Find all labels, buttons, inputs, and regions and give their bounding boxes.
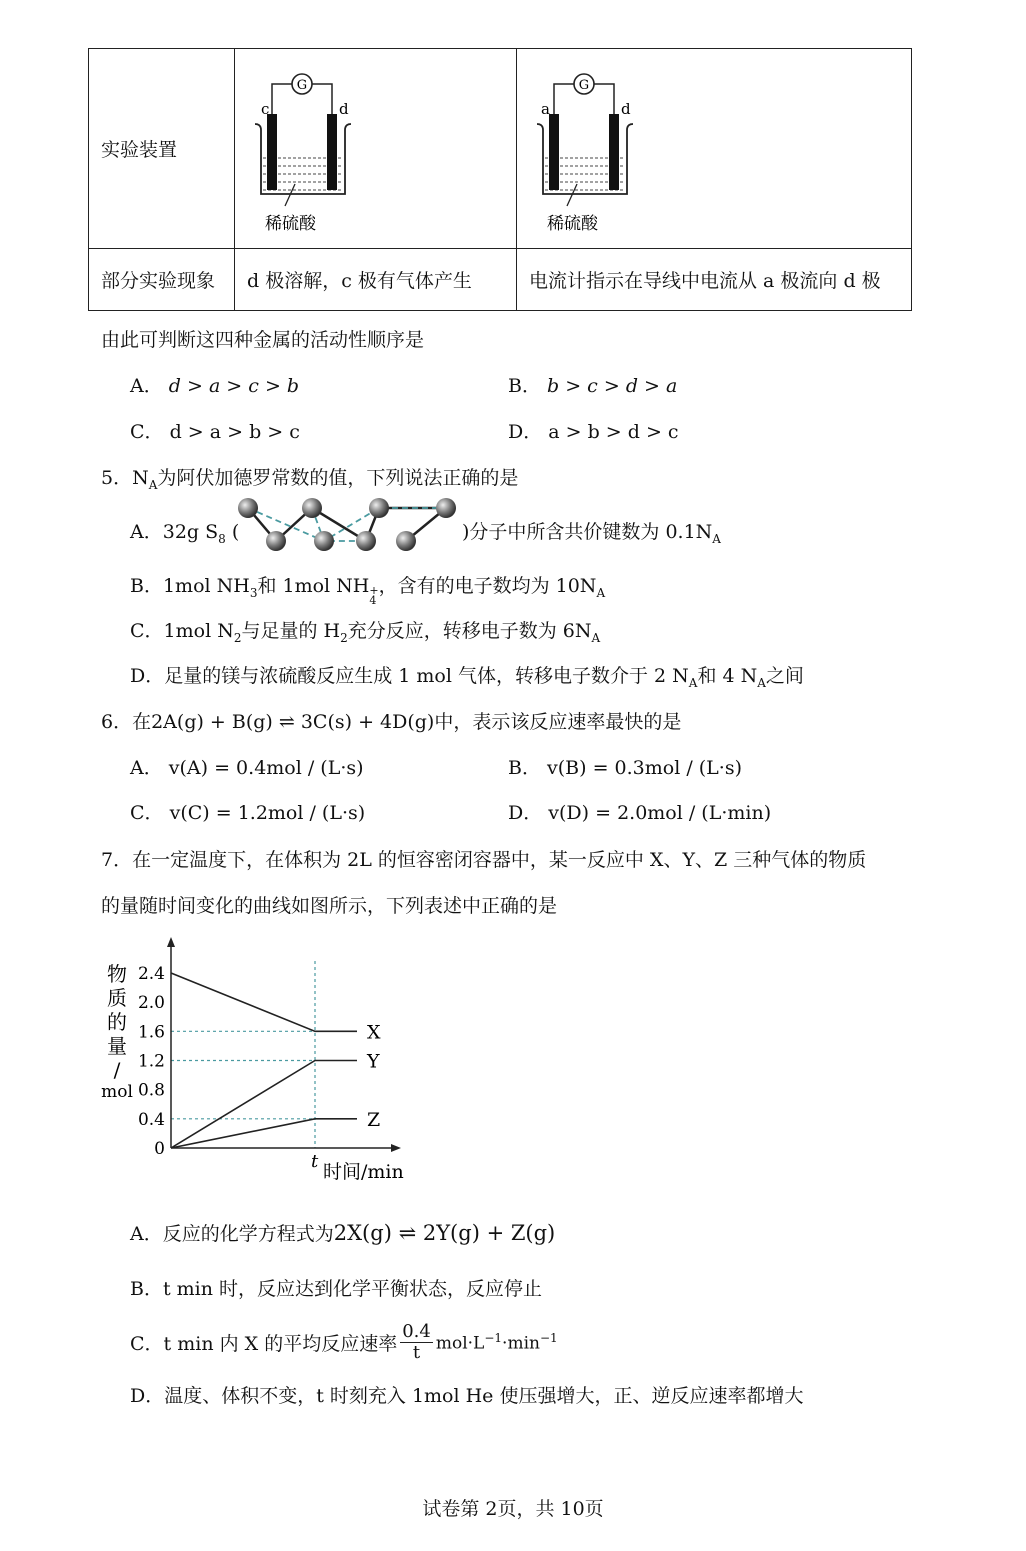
y-tick-label: 2.4 [137, 964, 165, 984]
q5-option-a-tail: )分子中所含共价键数为 $0.1N_A$ [462, 521, 721, 546]
y-label-char: / [113, 1058, 121, 1082]
svg-text:a: a [541, 100, 550, 118]
svg-text:稀硫酸: 稀硫酸 [265, 214, 316, 234]
svg-text:G: G [296, 78, 308, 93]
q7-option-c: C． t min 内 X 的平均反应速率 0.4 t $mol\cdot L^{-1}\cdot\min^{-1}$ [130, 1321, 558, 1363]
series-Y [171, 1061, 357, 1149]
svg-text:d: d [621, 100, 631, 118]
q4-option-b: B． b > c > d > a [508, 375, 678, 397]
q5-option-b: B．1mol $NH_3$和 1mol NH + 4 ，含有的电子数均为 $10N_A$ [130, 575, 606, 607]
series-label-X: X [367, 1021, 381, 1044]
q6-option-b: B． v(B) = 0.3mol / (L·s) [508, 757, 742, 779]
y-tick-label: 2.0 [137, 993, 165, 1014]
y-tick-label: 1.6 [137, 1022, 165, 1043]
x-axis-label: 时间/min [323, 1161, 404, 1183]
series-X [171, 973, 357, 1031]
y-ticks [138, 964, 165, 1159]
y-label-char: 量 [107, 1034, 127, 1058]
q7-stem-line1: 7．在一定温度下，在体积为 2L 的恒容密闭容器中，某一反应中 X、Y、Z 三种气体的物质 [101, 849, 867, 871]
y-tick-label: 0.8 [137, 1080, 165, 1101]
experiment-table [88, 48, 912, 311]
y-tick-label: 1.2 [137, 1051, 165, 1072]
device-1-cell [235, 49, 517, 249]
y-tick-label: 0 [154, 1139, 165, 1159]
q6-option-a: A． v(A) = 0.4mol / (L·s) [130, 757, 364, 779]
y-axis-label [101, 962, 133, 1102]
q7-chart [95, 935, 425, 1195]
q7-option-a: A．反应的化学方程式为2X(g) ⇌ 2Y(g) + Z(g) [130, 1221, 556, 1245]
y-label-char: 物 [107, 962, 127, 986]
svg-text:d: d [339, 100, 349, 118]
y-label-unit: mol [101, 1082, 133, 1102]
fraction: 0.4 t [402, 1321, 431, 1363]
row-label-device: 实验装置 [89, 49, 235, 249]
q6-stem: 6．在2A(g) + B(g) ⇌ 3C(s) + 4D(g)中，表示该反应速率最快的是 [101, 711, 682, 733]
q4-stem: 由此可判断这四种金属的活动性顺序是 [101, 329, 425, 351]
q4-option-a: A． d > a > c > b [130, 375, 300, 397]
phenomenon-1: d 极溶解，c 极有气体产生 [235, 249, 517, 311]
q7-option-b: B．t min 时，反应达到化学平衡状态，反应停止 [130, 1278, 543, 1300]
q7-stem-line2: 的量随时间变化的曲线如图所示，下列表述中正确的是 [101, 895, 558, 917]
page-footer: 试卷第 2页，共 10页 [422, 1498, 604, 1520]
y-tick-label: 0.4 [137, 1109, 165, 1130]
q5-stem: 5．$N_A$为阿伏加德罗常数的值，下列说法正确的是 [101, 467, 519, 492]
electrode-d [327, 114, 337, 190]
q6-option-d: D． v(D) = 2.0mol / (L·min) [508, 802, 772, 824]
q4-option-c: C． d > a > b > c [130, 421, 300, 443]
q4-option-d: D． a > b > d > c [508, 421, 679, 443]
galvanic-cell-2 [529, 56, 679, 236]
q5-option-c: C．1mol $N_2$与足量的 $H_2$充分反应，转移电子数为 $6N_A$ [130, 620, 601, 645]
electrode-a [549, 114, 559, 190]
svg-text:稀硫酸: 稀硫酸 [547, 214, 598, 234]
electrode-d [609, 114, 619, 190]
svg-text:G: G [578, 78, 590, 93]
q5-option-d: D．足量的镁与浓硫酸反应生成 1 mol 气体，转移电子数介于 2 $N_A$和 4 $N_A$之间 [130, 665, 804, 690]
phenomenon-2: 电流计指示在导线中电流从 a 极流向 d 极 [517, 249, 912, 311]
y-axis-arrow [167, 937, 175, 947]
q5-option-a: A．32g $S_8$ ( [130, 521, 240, 546]
row-label-phenomenon: 部分实验现象 [89, 249, 235, 311]
svg-text:c: c [261, 100, 270, 118]
y-label-char: 的 [107, 1010, 127, 1034]
series-label-Z: Z [367, 1108, 381, 1131]
device-2-cell [517, 49, 912, 249]
guide-lines [171, 961, 315, 1148]
x-axis-arrow [391, 1144, 401, 1152]
x-tick-t: t [311, 1151, 319, 1172]
galvanic-cell-1 [247, 56, 397, 236]
q7-option-d: D．温度、体积不变，t 时刻充入 1mol He 使压强增大，正、逆反应速率都增大 [130, 1385, 804, 1407]
series-label-Y: Y [367, 1050, 380, 1073]
q6-option-c: C． v(C) = 1.2mol / (L·s) [130, 802, 366, 824]
s8-molecule-diagram [234, 496, 464, 556]
series-Z [171, 1119, 357, 1148]
y-label-char: 质 [107, 986, 127, 1010]
electrode-c [267, 114, 277, 190]
